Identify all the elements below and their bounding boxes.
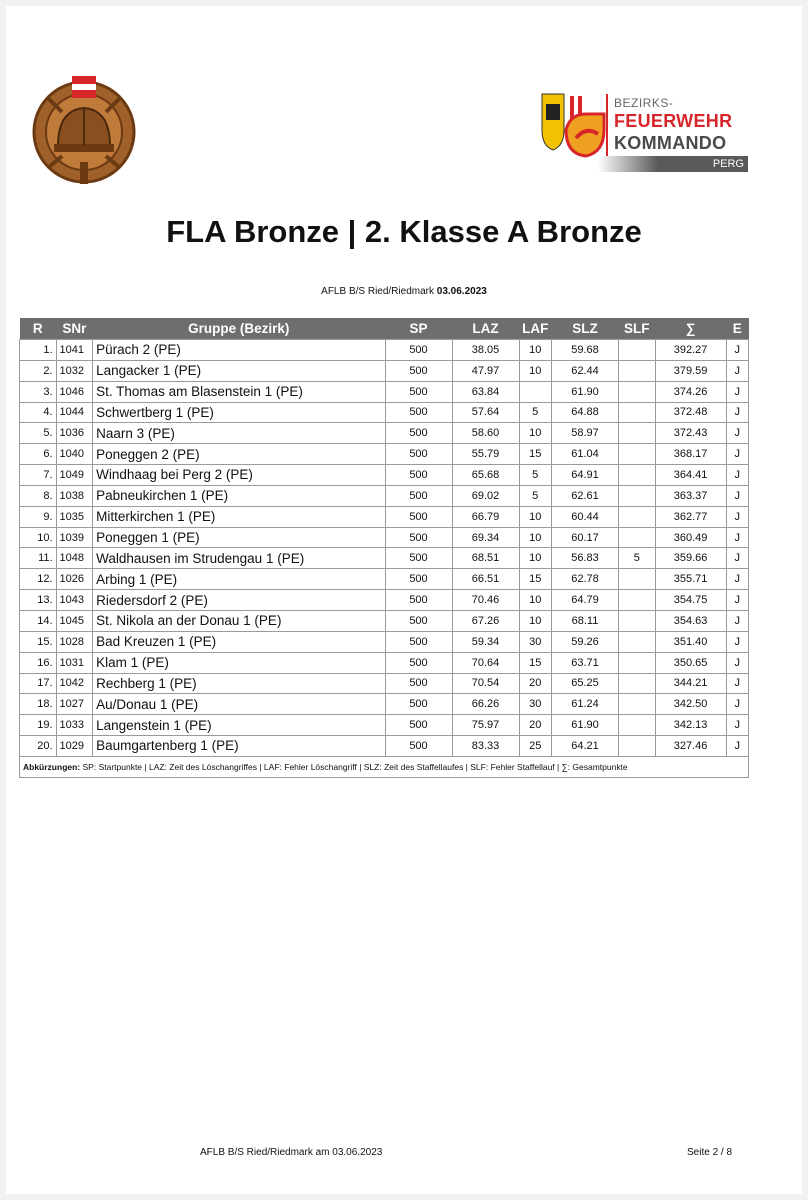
cell-sp: 500 <box>385 610 452 631</box>
header-col-snr: SNr <box>56 318 93 340</box>
cell-name: Langenstein 1 (PE) <box>93 715 385 736</box>
table-row <box>20 694 749 715</box>
cell-slz: 62.61 <box>551 485 618 506</box>
footer-page-number: Seite 2 / 8 <box>687 1147 733 1158</box>
cell-slf <box>618 736 655 757</box>
cell-snr: 1049 <box>56 465 93 486</box>
cell-snr: 1040 <box>56 444 93 465</box>
cell-snr: 1033 <box>56 715 93 736</box>
cell-e: J <box>726 485 748 506</box>
document-page <box>6 6 802 1194</box>
cell-laf: 10 <box>519 527 551 548</box>
header-col-sum: ∑ <box>655 318 726 340</box>
cell-name: Poneggen 2 (PE) <box>93 444 385 465</box>
header-col-slz: SLZ <box>551 318 618 340</box>
cell-sp: 500 <box>385 423 452 444</box>
header-col-gruppe: Gruppe (Bezirk) <box>93 318 385 340</box>
cell-slz: 64.79 <box>551 590 618 611</box>
cell-sp: 500 <box>385 381 452 402</box>
cell-laf: 5 <box>519 402 551 423</box>
cell-laz: 70.64 <box>452 652 519 673</box>
header-col-r: R <box>20 318 57 340</box>
cell-sp: 500 <box>385 506 452 527</box>
cell-laf: 15 <box>519 652 551 673</box>
cell-sum: 354.75 <box>655 590 726 611</box>
cell-slf <box>618 360 655 381</box>
cell-name: Poneggen 1 (PE) <box>93 527 385 548</box>
cell-slf <box>618 610 655 631</box>
cell-sp: 500 <box>385 590 452 611</box>
table-row <box>20 465 749 486</box>
cell-slf <box>618 694 655 715</box>
cell-r: 20. <box>20 736 57 757</box>
cell-name: Au/Donau 1 (PE) <box>93 694 385 715</box>
page-subtitle <box>6 286 802 297</box>
cell-slz: 59.68 <box>551 340 618 361</box>
cell-e: J <box>726 548 748 569</box>
table-row <box>20 736 749 757</box>
cell-sp: 500 <box>385 673 452 694</box>
cell-e: J <box>726 402 748 423</box>
header-col-laf: LAF <box>519 318 551 340</box>
cell-e: J <box>726 610 748 631</box>
cell-e: J <box>726 423 748 444</box>
cell-name: St. Nikola an der Donau 1 (PE) <box>93 610 385 631</box>
table-row <box>20 485 749 506</box>
cell-laf: 30 <box>519 631 551 652</box>
cell-r: 5. <box>20 423 57 444</box>
table-row <box>20 527 749 548</box>
cell-laf: 10 <box>519 590 551 611</box>
cell-name: St. Thomas am Blasenstein 1 (PE) <box>93 381 385 402</box>
cell-sp: 500 <box>385 548 452 569</box>
abbreviations-cell <box>20 756 749 777</box>
cell-r: 15. <box>20 631 57 652</box>
cell-e: J <box>726 631 748 652</box>
cell-slz: 61.24 <box>551 694 618 715</box>
cell-sum: 379.59 <box>655 360 726 381</box>
cell-slf <box>618 506 655 527</box>
cell-slf <box>618 569 655 590</box>
cell-laz: 63.84 <box>452 381 519 402</box>
cell-snr: 1039 <box>56 527 93 548</box>
cell-e: J <box>726 652 748 673</box>
cell-slz: 68.11 <box>551 610 618 631</box>
cell-e: J <box>726 360 748 381</box>
cell-name: Waldhausen im Strudengau 1 (PE) <box>93 548 385 569</box>
cell-e: J <box>726 444 748 465</box>
cell-sum: 372.48 <box>655 402 726 423</box>
table-row <box>20 444 749 465</box>
cell-name: Riedersdorf 2 (PE) <box>93 590 385 611</box>
table-row <box>20 610 749 631</box>
cell-slz: 61.04 <box>551 444 618 465</box>
subtitle-prefix: AFLB B/S Ried/Riedmark <box>321 286 434 297</box>
table-row <box>20 569 749 590</box>
brand-line-bezirks: BEZIRKS- <box>614 96 674 110</box>
cell-name: Windhaag bei Perg 2 (PE) <box>93 465 385 486</box>
cell-slf <box>618 527 655 548</box>
abbreviations-text: SP: Startpunkte | LAZ: Zeit des Löschangriffes | LAF: Fehler Löschangriff | SLZ: Zeit des Staffellaufes | SLF: Fehler Staffellauf | ∑: Gesamtpunkte <box>80 761 628 772</box>
cell-sum: 351.40 <box>655 631 726 652</box>
cell-laz: 59.34 <box>452 631 519 652</box>
cell-laz: 69.02 <box>452 485 519 506</box>
cell-laf: 5 <box>519 465 551 486</box>
cell-snr: 1032 <box>56 360 93 381</box>
footer-event: AFLB B/S Ried/Riedmark am 03.06.2023 <box>200 1147 383 1158</box>
cell-name: Naarn 3 (PE) <box>93 423 385 444</box>
cell-sum: 364.41 <box>655 465 726 486</box>
cell-snr: 1046 <box>56 381 93 402</box>
cell-slz: 59.26 <box>551 631 618 652</box>
cell-laz: 66.26 <box>452 694 519 715</box>
cell-slf <box>618 444 655 465</box>
cell-slz: 64.21 <box>551 736 618 757</box>
cell-snr: 1041 <box>56 340 93 361</box>
cell-sum: 342.50 <box>655 694 726 715</box>
cell-sp: 500 <box>385 340 452 361</box>
cell-sp: 500 <box>385 402 452 423</box>
cell-name: Schwertberg 1 (PE) <box>93 402 385 423</box>
cell-e: J <box>726 694 748 715</box>
cell-snr: 1035 <box>56 506 93 527</box>
cell-e: J <box>726 506 748 527</box>
cell-r: 1. <box>20 340 57 361</box>
brand-line-kommando: KOMMANDO <box>614 133 727 153</box>
cell-slz: 62.78 <box>551 569 618 590</box>
cell-snr: 1045 <box>56 610 93 631</box>
cell-r: 13. <box>20 590 57 611</box>
cell-slf <box>618 631 655 652</box>
cell-laz: 58.60 <box>452 423 519 444</box>
cell-e: J <box>726 465 748 486</box>
cell-slz: 64.88 <box>551 402 618 423</box>
cell-sum: 374.26 <box>655 381 726 402</box>
cell-e: J <box>726 527 748 548</box>
brand-region-bar <box>598 156 748 172</box>
cell-name: Baumgartenberg 1 (PE) <box>93 736 385 757</box>
cell-laz: 65.68 <box>452 465 519 486</box>
cell-snr: 1043 <box>56 590 93 611</box>
table-row <box>20 652 749 673</box>
cell-laz: 75.97 <box>452 715 519 736</box>
cell-sum: 327.46 <box>655 736 726 757</box>
cell-sum: 359.66 <box>655 548 726 569</box>
header-col-e: E <box>726 318 748 340</box>
cell-slz: 65.25 <box>551 673 618 694</box>
cell-laz: 66.51 <box>452 569 519 590</box>
cell-sp: 500 <box>385 360 452 381</box>
table-row <box>20 631 749 652</box>
abbreviations-row <box>20 756 749 777</box>
cell-slf <box>618 590 655 611</box>
cell-r: 19. <box>20 715 57 736</box>
cell-slf <box>618 715 655 736</box>
cell-slz: 60.17 <box>551 527 618 548</box>
subtitle-date: 03.06.2023 <box>436 286 487 297</box>
cell-name: Mitterkirchen 1 (PE) <box>93 506 385 527</box>
brand-line-feuerwehr: FEUERWEHR <box>614 111 733 131</box>
cell-slf <box>618 652 655 673</box>
cell-sum: 362.77 <box>655 506 726 527</box>
cell-laz: 67.26 <box>452 610 519 631</box>
cell-sp: 500 <box>385 631 452 652</box>
cell-slz: 62.44 <box>551 360 618 381</box>
cell-laf: 5 <box>519 485 551 506</box>
cell-sum: 354.63 <box>655 610 726 631</box>
page-title: FLA Bronze | 2. Klasse A Bronze <box>166 214 642 249</box>
cell-laf <box>519 381 551 402</box>
cell-r: 9. <box>20 506 57 527</box>
cell-r: 8. <box>20 485 57 506</box>
cell-slz: 60.44 <box>551 506 618 527</box>
cell-slz: 56.83 <box>551 548 618 569</box>
header-col-laz: LAZ <box>452 318 519 340</box>
cell-slf <box>618 465 655 486</box>
cell-slf <box>618 381 655 402</box>
cell-r: 17. <box>20 673 57 694</box>
table-row <box>20 715 749 736</box>
cell-slf <box>618 402 655 423</box>
cell-slf <box>618 673 655 694</box>
cell-laz: 55.79 <box>452 444 519 465</box>
brand-region: PERG <box>712 158 744 170</box>
table-row <box>20 360 749 381</box>
cell-snr: 1044 <box>56 402 93 423</box>
cell-e: J <box>726 569 748 590</box>
table-row <box>20 548 749 569</box>
cell-r: 11. <box>20 548 57 569</box>
table-row <box>20 673 749 694</box>
abbreviations-label: Abkürzungen: <box>23 761 81 772</box>
cell-r: 7. <box>20 465 57 486</box>
cell-laf: 15 <box>519 444 551 465</box>
cell-laf: 10 <box>519 340 551 361</box>
cell-snr: 1031 <box>56 652 93 673</box>
cell-laz: 38.05 <box>452 340 519 361</box>
cell-sum: 355.71 <box>655 569 726 590</box>
cell-sum: 344.21 <box>655 673 726 694</box>
cell-sum: 360.49 <box>655 527 726 548</box>
bezirks-feuerwehrkommando-logo <box>540 90 750 180</box>
cell-sum: 342.13 <box>655 715 726 736</box>
cell-r: 12. <box>20 569 57 590</box>
cell-e: J <box>726 381 748 402</box>
cell-e: J <box>726 715 748 736</box>
table-row <box>20 423 749 444</box>
cell-r: 2. <box>20 360 57 381</box>
cell-slz: 61.90 <box>551 715 618 736</box>
cell-sp: 500 <box>385 485 452 506</box>
cell-sum: 392.27 <box>655 340 726 361</box>
cell-e: J <box>726 736 748 757</box>
cell-laf: 25 <box>519 736 551 757</box>
cell-snr: 1028 <box>56 631 93 652</box>
cell-laf: 10 <box>519 548 551 569</box>
cell-laz: 69.34 <box>452 527 519 548</box>
table-row <box>20 590 749 611</box>
cell-snr: 1042 <box>56 673 93 694</box>
cell-r: 14. <box>20 610 57 631</box>
table-row <box>20 381 749 402</box>
cell-laz: 57.64 <box>452 402 519 423</box>
cell-laz: 66.79 <box>452 506 519 527</box>
cell-laz: 70.54 <box>452 673 519 694</box>
cell-r: 18. <box>20 694 57 715</box>
table-row <box>20 402 749 423</box>
cell-slf <box>618 340 655 361</box>
cell-name: Pürach 2 (PE) <box>93 340 385 361</box>
cell-snr: 1026 <box>56 569 93 590</box>
district-crest-icon <box>540 90 606 160</box>
cell-e: J <box>726 340 748 361</box>
cell-slz: 61.90 <box>551 381 618 402</box>
cell-name: Pabneukirchen 1 (PE) <box>93 485 385 506</box>
cell-laf: 15 <box>519 569 551 590</box>
cell-laf: 10 <box>519 506 551 527</box>
cell-r: 3. <box>20 381 57 402</box>
cell-e: J <box>726 673 748 694</box>
cell-snr: 1048 <box>56 548 93 569</box>
table-header-row <box>20 318 749 340</box>
header-col-sp: SP <box>385 318 452 340</box>
cell-laf: 10 <box>519 423 551 444</box>
cell-laz: 47.97 <box>452 360 519 381</box>
cell-name: Rechberg 1 (PE) <box>93 673 385 694</box>
cell-name: Arbing 1 (PE) <box>93 569 385 590</box>
cell-e: J <box>726 590 748 611</box>
cell-sp: 500 <box>385 694 452 715</box>
results-table <box>19 318 749 778</box>
cell-name: Klam 1 (PE) <box>93 652 385 673</box>
cell-sum: 363.37 <box>655 485 726 506</box>
header-col-slf: SLF <box>618 318 655 340</box>
cell-snr: 1036 <box>56 423 93 444</box>
cell-slf: 5 <box>618 548 655 569</box>
cell-slz: 63.71 <box>551 652 618 673</box>
cell-laf: 10 <box>519 610 551 631</box>
cell-slz: 64.91 <box>551 465 618 486</box>
cell-snr: 1029 <box>56 736 93 757</box>
fire-brigade-emblem-icon <box>28 68 140 192</box>
cell-slf <box>618 423 655 444</box>
cell-laz: 83.33 <box>452 736 519 757</box>
cell-slf <box>618 485 655 506</box>
cell-laf: 20 <box>519 715 551 736</box>
cell-sp: 500 <box>385 569 452 590</box>
cell-name: Bad Kreuzen 1 (PE) <box>93 631 385 652</box>
table-row <box>20 506 749 527</box>
cell-sp: 500 <box>385 715 452 736</box>
cell-sp: 500 <box>385 444 452 465</box>
cell-sp: 500 <box>385 465 452 486</box>
cell-r: 6. <box>20 444 57 465</box>
cell-r: 16. <box>20 652 57 673</box>
cell-r: 4. <box>20 402 57 423</box>
cell-sp: 500 <box>385 736 452 757</box>
cell-snr: 1038 <box>56 485 93 506</box>
cell-sum: 368.17 <box>655 444 726 465</box>
cell-laz: 70.46 <box>452 590 519 611</box>
cell-snr: 1027 <box>56 694 93 715</box>
cell-sum: 350.65 <box>655 652 726 673</box>
cell-sp: 500 <box>385 527 452 548</box>
logo-separator <box>606 94 608 156</box>
cell-slz: 58.97 <box>551 423 618 444</box>
cell-r: 10. <box>20 527 57 548</box>
cell-laf: 20 <box>519 673 551 694</box>
cell-laz: 68.51 <box>452 548 519 569</box>
cell-laf: 30 <box>519 694 551 715</box>
cell-laf: 10 <box>519 360 551 381</box>
table-row <box>20 340 749 361</box>
cell-sum: 372.43 <box>655 423 726 444</box>
cell-sp: 500 <box>385 652 452 673</box>
cell-name: Langacker 1 (PE) <box>93 360 385 381</box>
